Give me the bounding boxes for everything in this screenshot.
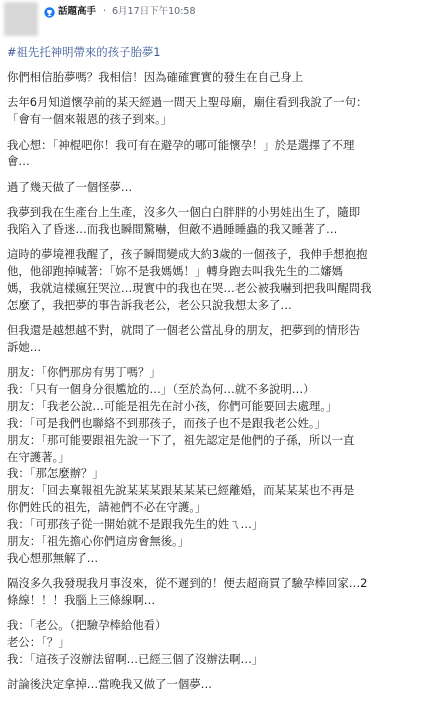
post-text-line: 過了幾天做了一個怪夢…: [7, 179, 133, 194]
post-text-line: 我：「只有一個身分很尷尬的…」（至於為何…就不多說明…）: [7, 381, 315, 396]
post-text-line: 朋友：「你們那房有男丁嗎？」: [7, 364, 161, 379]
post-text-line: 但我還是越想越不對，就問了一個老公當乩身的朋友，把夢到的情形告: [7, 322, 361, 337]
post-text-line: 我：「那怎麼辦？」: [7, 466, 104, 481]
post-text-line: 老公：「？」: [7, 635, 70, 650]
post-paragraph: [7, 617, 435, 668]
post-text-line: 去年6月知道懷孕前的某天經過一間天上聖母廟，廟住看到我說了一句：: [7, 95, 368, 110]
post-text-line: 你們姓氏的祖先，請祂們不必在守護。」: [7, 500, 207, 515]
post-paragraph: [7, 69, 435, 86]
post-body: [7, 44, 435, 701]
separator-dot: ·: [103, 6, 107, 17]
post-text-line: 朋友：「那可能要跟祖先說一下了，祖先認定是他們的子孫，所以一直: [7, 432, 355, 447]
post-text-line: 訴她…: [7, 339, 42, 354]
post-text-line: 他，他卻跑掉喊著：「妳不是我媽媽！」轉身跑去叫我先生的二嬸媽: [7, 263, 344, 278]
post-paragraph: [7, 137, 435, 171]
post-text-line: 我心想那無解了…: [7, 550, 99, 565]
trophy-badge-icon: [44, 7, 55, 18]
post-paragraph: [7, 246, 435, 314]
post-text-line: 隔沒多久我發現我月事沒來，從不遲到的！便去超商買了驗孕棒回家…2: [7, 576, 368, 591]
post-text-line: 我：「這孩子沒辦法留啊…已經三個了沒辦法啊…」: [7, 652, 264, 667]
post-paragraph: [7, 575, 435, 609]
post-text-line: 這時的夢境裡我醒了，孩子瞬間變成大約3歲的一個孩子，我伸手想抱抱: [7, 246, 368, 261]
post-text-line: 討論後決定拿掉…當晚我又做了一個夢…: [7, 677, 213, 692]
post-timestamp[interactable]: 6月17日下午10:58: [112, 6, 196, 17]
post-text-line: 你們相信胎夢嗎？我相信！因為確確實實的發生在自己身上: [7, 70, 304, 85]
post-text-line: 「會有一個來報恩的孩子到來。」: [7, 112, 173, 127]
post-paragraph: [7, 204, 435, 238]
post-text-line: 會…: [7, 154, 30, 169]
avatar[interactable]: [4, 2, 38, 36]
post-paragraph: [7, 179, 435, 196]
member-badge[interactable]: 話題高手: [58, 6, 97, 17]
post-text-line: 朋友：「我老公說…可能是祖先在討小孩，你們可能要回去處理。」: [7, 398, 338, 413]
post-text-line: 在守護著。」: [7, 449, 70, 464]
hashtag-paragraph: [7, 44, 435, 61]
post-paragraph: [7, 94, 435, 128]
post-paragraph: [7, 322, 435, 356]
post-text-line: 我陷入了昏迷…而我也瞬間驚嚇，但敵不過睡睡蟲的我又睡著了…: [7, 221, 338, 236]
post-text-line: 我：「老公。（把驗孕棒給他看）: [7, 618, 167, 633]
post-text-line: 怎麼了，我把夢的事告訴我老公，老公只說我想太多了…: [7, 297, 292, 312]
post-text-line: 我心想：「神棍吧你！我可有在避孕的哪可能懷孕！」於是選擇了不理: [7, 137, 355, 152]
post-text-line: 條線！！！我腦上三條線啊…: [7, 593, 156, 608]
post-text-line: 我夢到我在生產台上生產，沒多久一個白白胖胖的小男娃出生了，隨即: [7, 204, 361, 219]
post-text-line: 朋友：「祖先擔心你們這房會無後。」: [7, 534, 190, 549]
post-text-line: 我：「可那孩子從一開始就不是跟我先生的姓ㄟ…」: [7, 517, 264, 532]
post-paragraph: [7, 676, 435, 693]
post-text-line: 朋友：「回去稟報祖先說某某某跟某某某已經離婚，而某某某也不再是: [7, 483, 355, 498]
hashtag-link[interactable]: #祖先托神明帶來的孩子胎夢1: [7, 45, 161, 59]
post-paragraph: [7, 364, 435, 567]
post-text-line: 我：「可是我們也聯絡不到那孩子，而孩子也不是跟我老公姓。」: [7, 415, 326, 430]
post-header: [0, 0, 441, 40]
post-paragraphs: [7, 69, 435, 693]
post-text-line: 媽，我就這樣瘋狂哭泣…現實中的我也在哭…老公被我嚇到把我叫醒問我: [7, 280, 372, 295]
